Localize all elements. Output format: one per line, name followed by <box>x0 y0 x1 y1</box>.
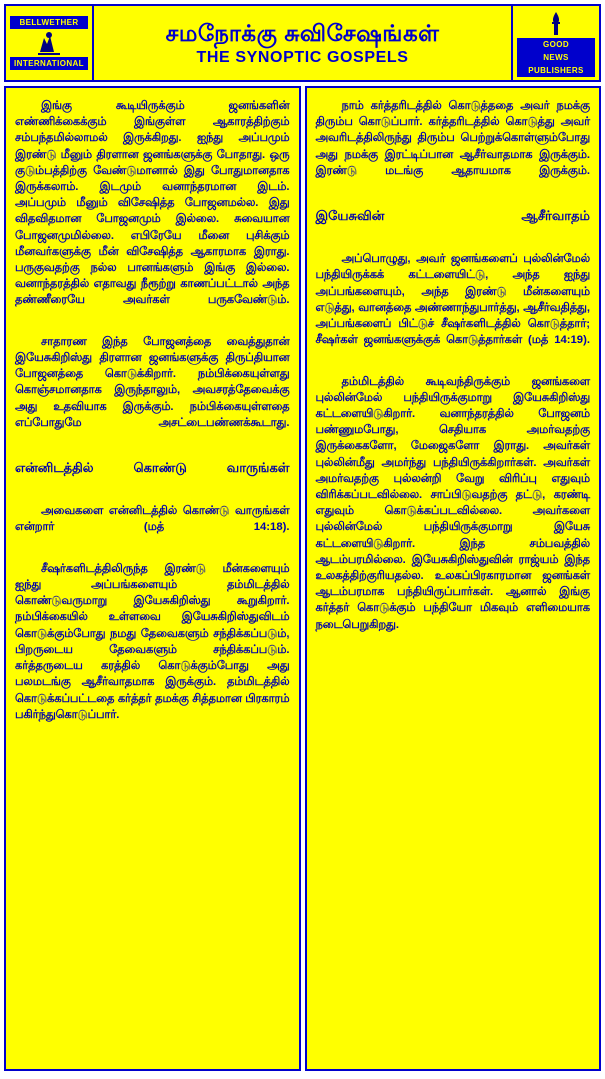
section-heading: இயேசுவின் ஆசீர்வாதம் <box>315 208 590 224</box>
bellwether-top-band: BELLWETHER <box>10 16 88 29</box>
torch-icon <box>541 11 571 37</box>
good-news-band-3: PUBLISHERS <box>517 64 595 77</box>
title-tamil: சமநோக்கு சுவிசேஷங்கள் <box>165 20 440 46</box>
paragraph: தம்மிடத்தில் கூடிவந்திருக்கும் ஜனங்களை புல்லின்மேல் பந்தியிருக்குமாறு இயேசுகிறிஸ்து கட்டளையிடுகிறார். வனாந்தரத்தில் போஜனம் பண்ணுமபோது, செதியாக அமர்வதற்கு இருக்கைகளோ, மேஜைகளோ இராது. அவர்கள் புல்லின்மீது அமர்ந்து பந்தியிருக்கிறார்கள். அவர்கள் அமர்வதற்கு புல்லன்றி வேறு விரிப்பு எதுவும் விரிக்கப்படவில்லை. சாப்பிடுவதற்கு தட்டு, கரண்டி எதுவும் கொடுக்கப்படவில்லை. அவர்களை புல்லின்மேல் பந்தியிருக்குமாறு இயேசு கட்டளையிடுகிறார். இந்த சம்பவத்தில் ஆடம்பரமில்லை. இயேசுகிறிஸ்துவின் ராஜ்யம் இந்த உலகத்திற்குரியதல்ல. உலகப்பிரகாரமான ஜனங்கள் ஆடம்பரமாக பந்தியிருப்பார்கள். ஆனால் இங்கு கர்த்தர் கொடுக்கும் பந்தியோ மிகவும் எளிமையாக நடைபெறுகிறது. <box>315 375 590 631</box>
section-heading: என்னிடத்தில் கொண்டு வாருங்கள் <box>15 460 290 476</box>
bellwether-emblem-icon <box>34 30 64 56</box>
good-news-band-1: GOOD <box>517 38 595 51</box>
left-column <box>4 86 301 1071</box>
good-news-band-2: NEWS <box>517 51 595 64</box>
paragraph: இங்கு கூடியிருக்கும் ஜனங்களின் எண்ணிக்கைக்கும் இங்குள்ள ஆகாரத்திற்கும் சம்பந்தமில்லாமல் இருக்கிறது. ஐந்து அப்பமும் இரண்டு மீனும் திரளான ஜனங்களுக்கு போதாது. ஒரு குடும்பத்திற்கு வேண்டுமானால் இது போதுமானதாக இருக்கலாம். இடமும் வனாந்தரமான இடம். அப்பமும் மீனும் விசேஷித்த போஜனமல்ல. இது விதவிதமான போஜனமும் இல்லை. சுவையான போஜனமுமில்லை. எபிரேயே மீனை புசிக்கும் மீனவர்களுக்கு மீன் விசேஷித்த ஆகாரமாக இராது. பருகுவதற்கு நல்ல பானங்களும் இங்கு இல்லை. வனாந்தரத்தில் எதாவது நீரூற்று காணப்பட்டால் அந்த தண்ணீரையே அவர்கள் பருகவேண்டும். <box>15 100 290 307</box>
title-english: THE SYNOPTIC GOSPELS <box>196 49 409 66</box>
right-column <box>305 86 602 1071</box>
paragraph: நாம் கர்த்தரிடத்தில் கொடுத்ததை அவர் நமக்கு திரும்ப கொடுப்பார். கர்த்தரிடத்தில் கொடுத்து அவர் அவரிடத்திலிருந்து திரும்ப பெற்றுக்கொள்ளும்போது அது நமக்கு இரட்டிப்பான ஆசீர்வாதமாக இருக்கும். இரண்டு மடங்கு ஆதாயமாக இருக்கும். <box>315 100 590 177</box>
bellwether-international-logo <box>6 6 94 80</box>
body-columns <box>4 86 601 1071</box>
page-header <box>4 4 601 82</box>
paragraph: சாதாரண இந்த போஜனத்தை வைத்துதான் இயேசுகிறிஸ்து திரளான ஜனங்களுக்கு திருப்தியான போஜனத்தை கொடுக்கிறார். நம்பிக்கையுள்ளது கொஞ்சமானதாக இருந்தாலும், அவசரத்தேவைக்கு அது உதவியாக இருக்கும். நம்பிக்கையுள்ளதை எப்போதுமே அசட்டைபண்ணக்கூடாது. <box>15 335 290 429</box>
paragraph: அப்பொழுது, அவர் ஜனங்களைப் புல்லின்மேல் பந்தியிருக்கக் கட்டளையிட்டு, அந்த ஐந்து அப்பங்களையும், அந்த இரண்டு மீன்களையும் எடுத்து, வானத்தை அண்ணாந்துபார்த்து, ஆசீர்வதித்து, அப்பங்களைப் பிட்டுச் சீஷர்களிடத்தில் கொடுத்தார்; சீஷர்கள் ஜனங்களுக்குக் கொடுத்தார்கள் (மத் 14:19). <box>315 253 590 347</box>
bellwether-bottom-band: INTERNATIONAL <box>10 57 88 70</box>
good-news-publishers-logo <box>511 6 599 80</box>
page-title <box>94 6 511 80</box>
paragraph: சீஷர்களிடத்திலிருந்த இரண்டு மீன்களையும் ஐந்து அப்பங்களையும் தம்மிடத்தில் கொண்டுவருமாறு இயேசுகிறிஸ்து கூறுகிறார். நம்பிக்கையில் உள்ளவை இயேசுகிறிஸ்துவிடம் கொடுக்கும்போது நமது தேவைகளும் சந்திக்கப்படும், பிறருடைய தேவைகளும் சந்திக்கப்படும். கர்த்தருடைய கரத்தில் கொடுக்கும்போது அது பலமடங்கு ஆசீர்வாதமாக இருக்கும். தம்மிடத்தில் கொடுக்கப்பட்டதை கர்த்தர் தமக்கு சித்தமான பிரகாரம் பகிர்ந்துகொடுப்பார். <box>15 562 290 721</box>
paragraph: அவைகளை என்னிடத்தில் கொண்டு வாருங்கள் என்றார் (மத் 14:18). <box>15 505 290 534</box>
